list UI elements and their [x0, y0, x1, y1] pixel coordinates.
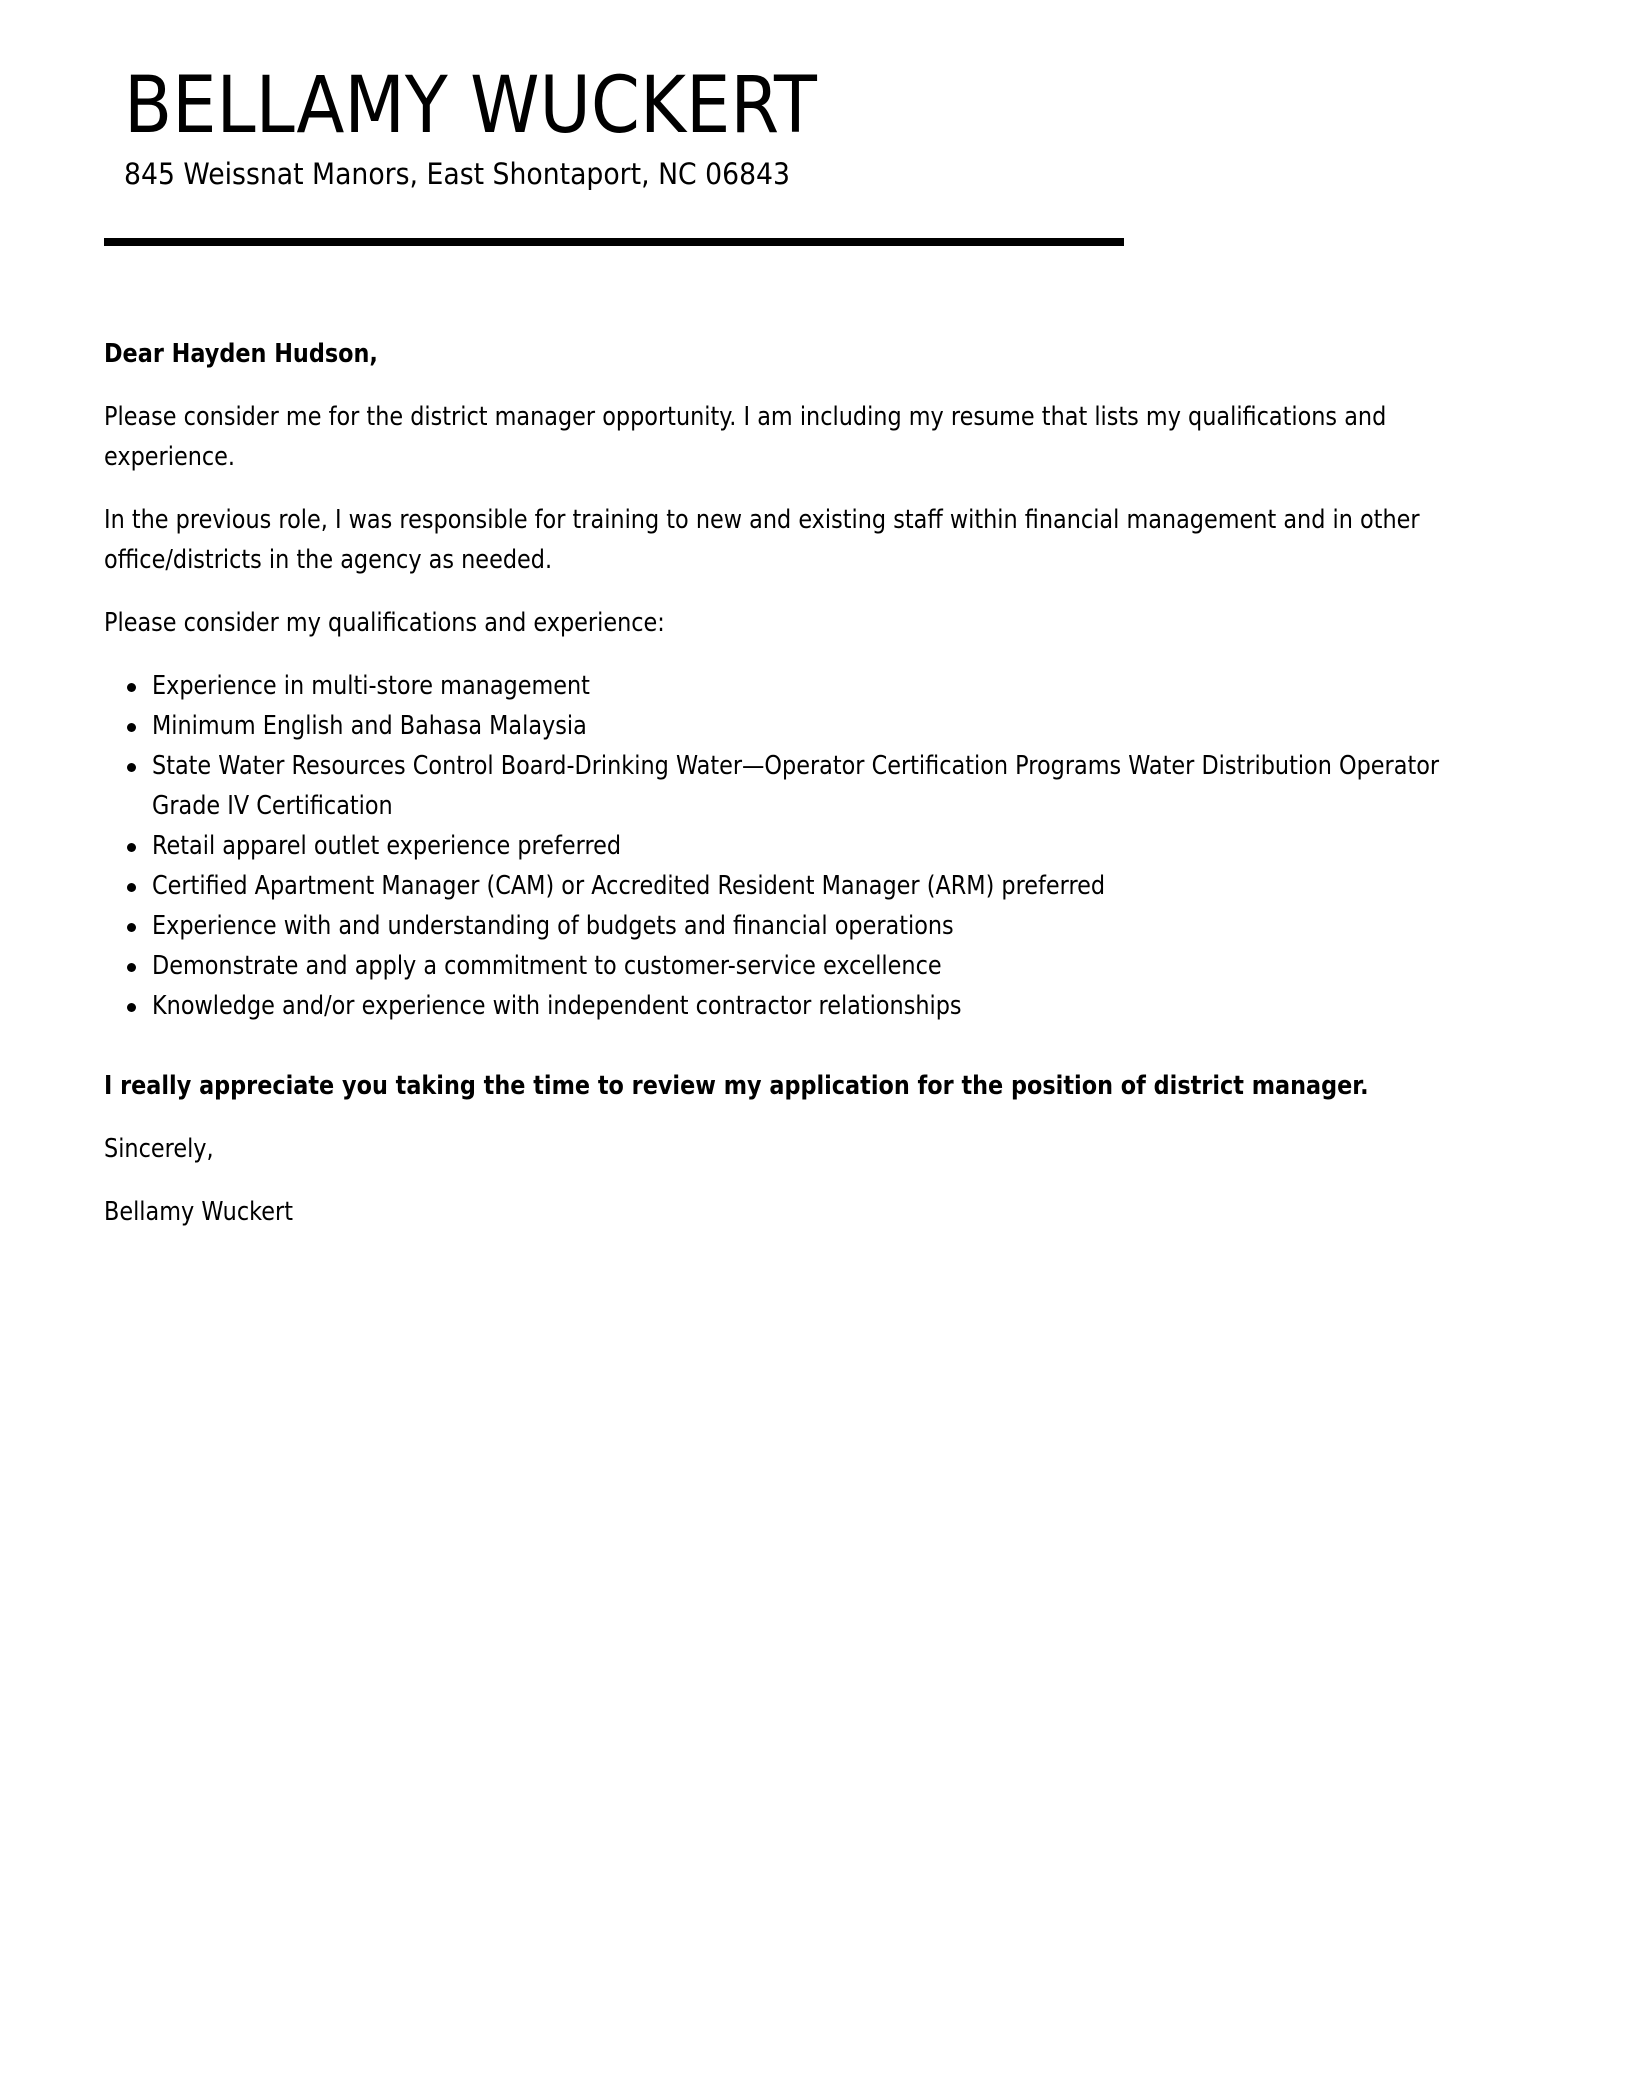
bullet-icon: [127, 963, 136, 972]
list-item: [152, 986, 1504, 1026]
list-item: [152, 666, 1504, 706]
letter-header: [104, 61, 1144, 193]
list-item: [152, 866, 1504, 906]
signature: [104, 1192, 1504, 1232]
intro-paragraph: [104, 397, 1504, 477]
header-divider: [104, 238, 1124, 246]
qualifications-list: [104, 666, 1504, 1026]
letter-body: [104, 334, 1504, 1255]
list-item-text: Retail apparel outlet experience preferred: [152, 831, 622, 861]
list-item-text: Experience with and understanding of budgets and financial operations: [152, 911, 954, 941]
signature-name: Bellamy Wuckert: [104, 1197, 293, 1227]
list-item: [152, 946, 1504, 986]
bullet-icon: [127, 683, 136, 692]
bullet-icon: [127, 843, 136, 852]
salutation: [104, 334, 1504, 374]
applicant-name: BELLAMY WUCKERT: [124, 61, 817, 151]
closing-paragraph-text: I really appreciate you taking the time to review my application for the position of district manager.: [104, 1071, 1369, 1101]
bullet-icon: [127, 1003, 136, 1012]
previous-role-paragraph-text: In the previous role, I was responsible for training to new and existing staff within financial management and in other office/districts in the agency as needed.: [104, 505, 1420, 575]
list-item-text: Demonstrate and apply a commitment to customer-service excellence: [152, 951, 942, 981]
sign-off: [104, 1129, 1504, 1169]
qualifications-intro: [104, 603, 1504, 643]
list-item-text: Certified Apartment Manager (CAM) or Accredited Resident Manager (ARM) preferred: [152, 871, 1106, 901]
bullet-icon: [127, 763, 136, 772]
sign-off-text: Sincerely,: [104, 1134, 214, 1164]
previous-role-paragraph: [104, 500, 1504, 580]
list-item-text: Experience in multi-store management: [152, 671, 590, 701]
list-item-text: Minimum English and Bahasa Malaysia: [152, 711, 587, 741]
list-item: [152, 706, 1504, 746]
qualifications-intro-text: Please consider my qualifications and experience:: [104, 608, 665, 638]
applicant-address: 845 Weissnat Manors, East Shontaport, NC 06843: [124, 156, 791, 191]
bullet-icon: [127, 923, 136, 932]
list-item-text: Knowledge and/or experience with independent contractor relationships: [152, 991, 962, 1021]
list-item-text: State Water Resources Control Board-Drinking Water—Operator Certification Programs Water Distribution Operator Grade IV Certification: [152, 751, 1440, 821]
list-item: [152, 826, 1504, 866]
bullet-icon: [127, 883, 136, 892]
bullet-icon: [127, 723, 136, 732]
closing-paragraph: [104, 1066, 1504, 1106]
salutation-text: Dear Hayden Hudson,: [104, 339, 378, 369]
intro-paragraph-text: Please consider me for the district manager opportunity. I am including my resume that lists my qualifications and experience.: [104, 402, 1387, 472]
list-item: [152, 906, 1504, 946]
list-item: [152, 746, 1504, 826]
